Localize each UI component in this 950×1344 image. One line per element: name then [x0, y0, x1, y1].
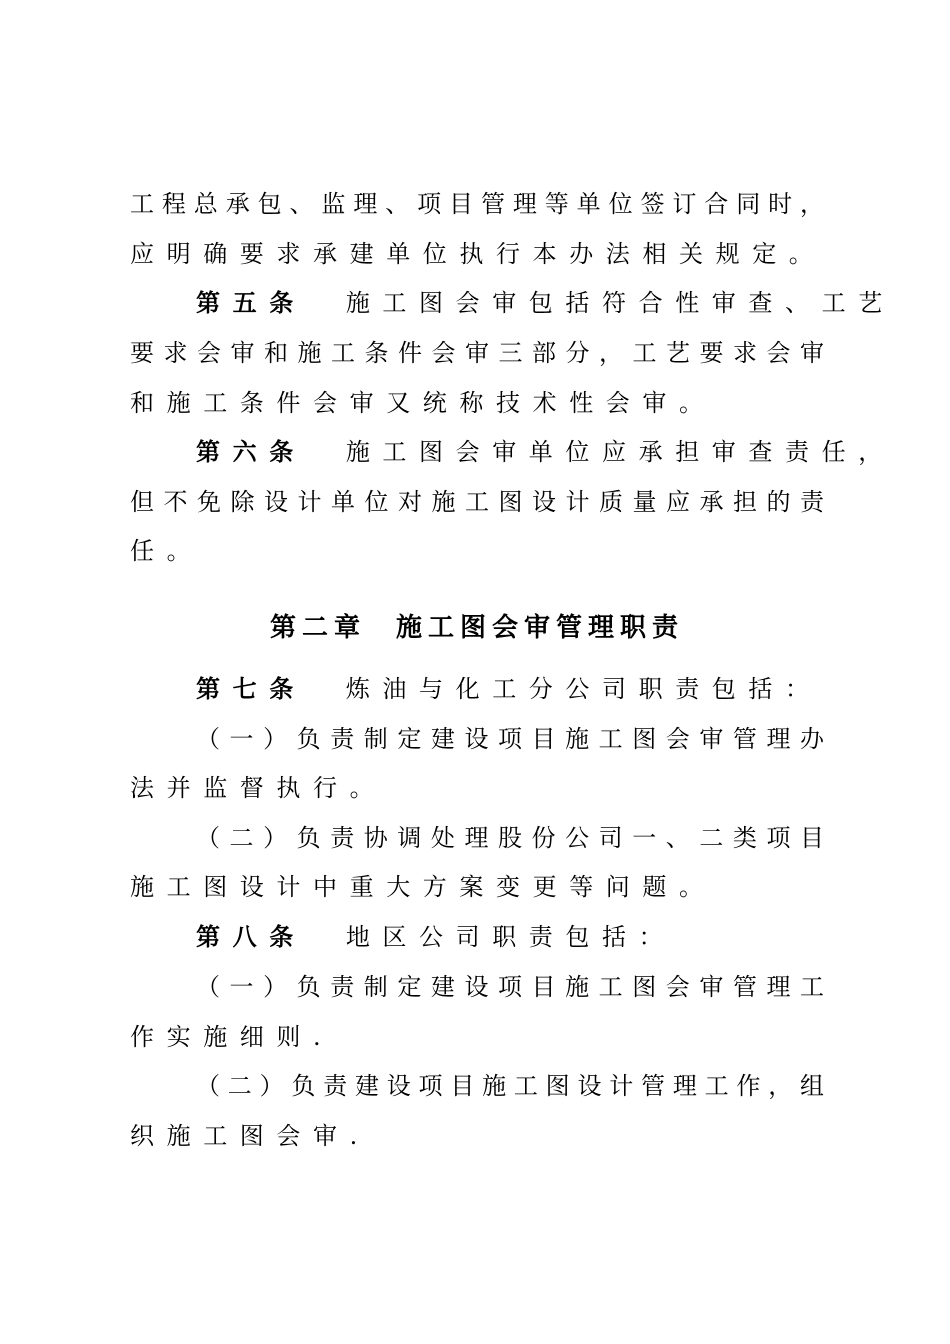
- chapter-number: 第二章: [269, 613, 366, 643]
- article-7-label: 第七条: [196, 675, 306, 703]
- article-7-item-line: （一）负责制定建设项目施工图会审管理办: [196, 725, 824, 753]
- article-6-label: 第六条: [196, 438, 306, 466]
- article-8-item-line: （二）负责建设项目施工图设计管理工作，组: [196, 1072, 824, 1100]
- article-8-text: 地区公司职责包括：: [345, 923, 676, 951]
- article-6-line: 任。: [130, 537, 204, 565]
- article-5-text: 施工图会审包括符合性审查、工艺: [345, 289, 895, 317]
- article-8-label: 第八条: [196, 923, 306, 951]
- article-5-label: 第五条: [196, 289, 306, 317]
- article-7-item-line: 施工图设计中重大方案变更等问题。: [130, 873, 716, 901]
- paragraph-line: 应明确要求承建单位执行本办法相关规定。: [130, 240, 826, 268]
- article-7-line: [196, 669, 824, 709]
- chapter-title: 施工图会审管理职责: [396, 613, 685, 643]
- article-8-line: [196, 917, 824, 957]
- paragraph-line: 工程总承包、监理、项目管理等单位签订合同时，: [130, 190, 824, 218]
- article-8-item-line: 织施工图会审.: [130, 1122, 370, 1150]
- article-5-line: 和施工条件会审又统称技术性会审。: [130, 389, 716, 417]
- article-7-text: 炼油与化工分公司职责包括：: [345, 675, 822, 703]
- article-6-line: [196, 432, 895, 472]
- article-6-line: 但不免除设计单位对施工图设计质量应承担的责: [130, 488, 824, 516]
- article-7-item-line: （二）负责协调处理股份公司一、二类项目: [196, 824, 824, 852]
- article-5-line: [196, 283, 895, 323]
- chapter-heading: [130, 608, 824, 648]
- article-7-item-line: 法并监督执行。: [130, 774, 387, 802]
- article-8-item-line: 作实施细则.: [130, 1023, 334, 1051]
- article-6-text: 施工图会审单位应承担审查责任，: [345, 438, 895, 466]
- article-5-line: 要求会审和施工条件会审三部分，工艺要求会审: [130, 339, 824, 367]
- article-8-item-line: （一）负责制定建设项目施工图会审管理工: [196, 973, 824, 1001]
